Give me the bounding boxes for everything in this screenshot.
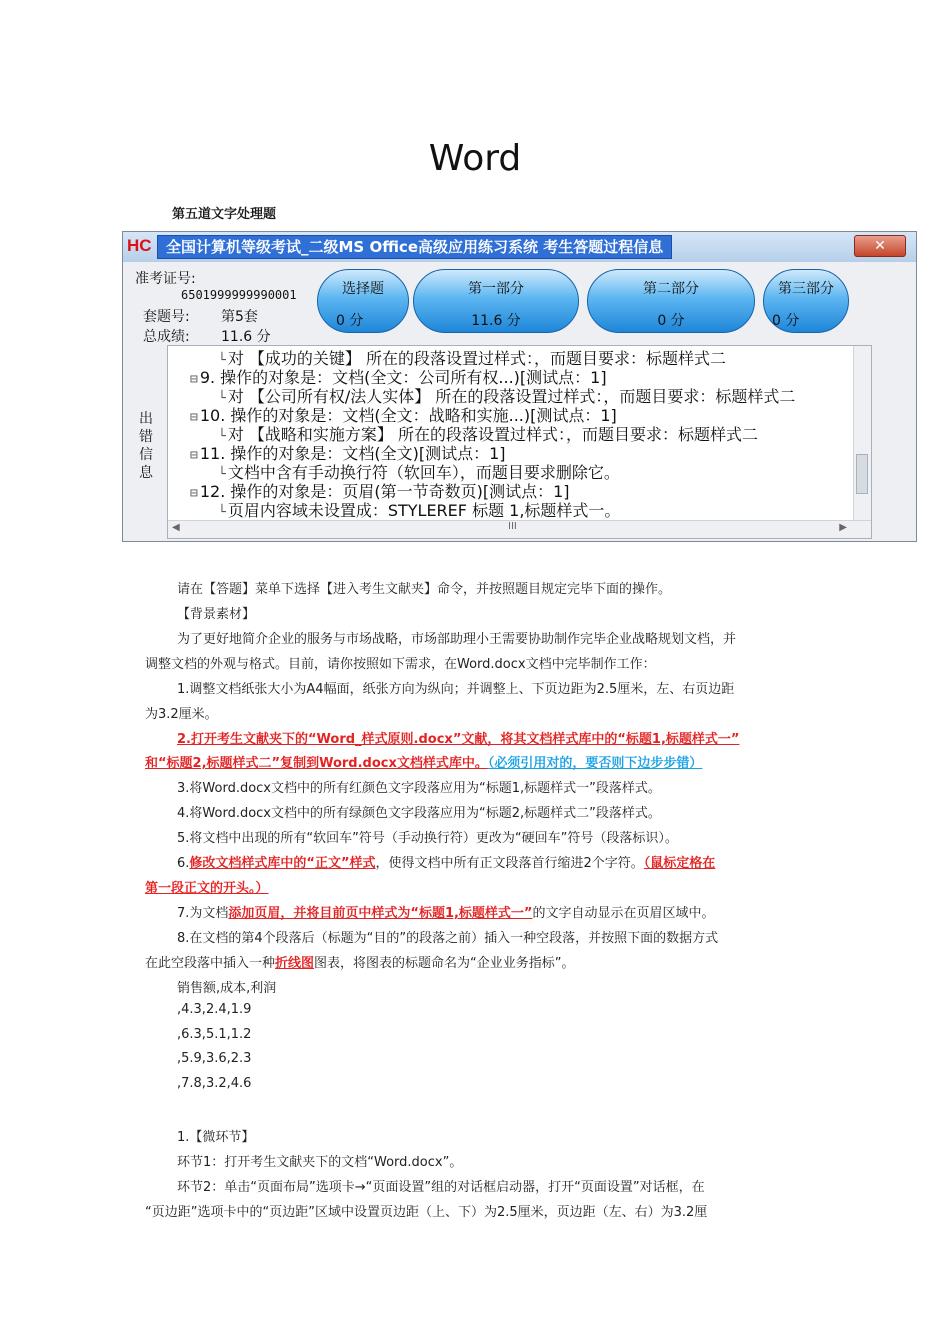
score-label: 总成绩: (143, 329, 190, 345)
tree-collapse-icon[interactable]: ⊟ (190, 486, 198, 501)
item6-line2 (145, 877, 269, 896)
page-title: Word (428, 138, 522, 179)
tab-label: 第一部分 (468, 281, 524, 297)
error-info-label: 出错信息 (139, 411, 153, 481)
tree-connector-icon: └ (218, 391, 226, 406)
item5: 5.将文档中出现的所有“软回车”符号（手动换行符）更改为“硬回车”符号（段落标识）。 (177, 831, 678, 846)
app-logo: HC (127, 236, 152, 255)
tab-label: 选择题 (342, 281, 384, 297)
item6-text: ，使得文档中所有正文段落首行缩进2个字符。 (375, 856, 644, 871)
horizontal-scrollbar[interactable] (168, 520, 871, 538)
set-value: 第5套 (221, 309, 258, 325)
tree-item[interactable] (190, 368, 607, 389)
close-icon[interactable]: ✕ (854, 235, 906, 257)
tree-item-text: 页眉内容域未设置成：STYLEREF 标题 1,标题样式一。 (227, 501, 621, 520)
micro-steps-heading: 1.【微环节】 (177, 1130, 255, 1145)
window-title: 全国计算机等级考试_二级MS Office高级应用练习系统 考生答题过程信息 (157, 235, 672, 259)
para1-line1: 为了更好地简介企业的服务与市场战略，市场部助理小王需要协助制作完毕企业战略规划文档，并 (177, 632, 737, 647)
data-row: ,7.8,3.2,4.6 (177, 1076, 252, 1091)
tab-part-three[interactable] (763, 269, 849, 333)
tree-item-text: 对 【战略和实施方案】 所在的段落设置过样式：，而题目要求：标题样式二 (227, 425, 759, 444)
window-titlebar (123, 232, 916, 262)
data-header: 销售额,成本,利润 (177, 981, 277, 996)
tree-item[interactable] (190, 482, 570, 503)
item8-emphasis: 折线图 (275, 956, 315, 971)
exam-window-screenshot (122, 231, 917, 542)
item8-prefix: 在此空段落中插入一种 (145, 956, 276, 971)
scroll-right-icon[interactable]: ▶ (839, 522, 847, 533)
vertical-scroll-thumb[interactable] (856, 454, 868, 494)
item2-instruction-cont: 和“标题2,标题样式二”复制到Word.docx文档样式库中。 (145, 756, 488, 771)
tab-part-two[interactable] (587, 269, 755, 333)
tree-connector-icon: └ (218, 429, 226, 444)
item7-emphasis: 添加页眉，并将目前页中样式为“标题1,标题样式一” (228, 906, 533, 921)
tree-item[interactable] (218, 501, 620, 522)
tab-score: 0 分 (772, 313, 800, 329)
tab-label: 第二部分 (643, 281, 699, 297)
item4: 4.将Word.docx文档中的所有绿颜色文字段落应用为“标题2,标题样式二”段落样式。 (177, 806, 661, 821)
candidate-id-label: 准考证号: (135, 271, 196, 287)
item7 (177, 902, 715, 921)
item2-line2 (145, 752, 702, 771)
tree-collapse-icon[interactable]: ⊟ (190, 448, 198, 463)
item6-line1 (177, 852, 715, 871)
intro-paragraph: 请在【答题】菜单下选择【进入考生文献夹】命令，并按照题目规定完毕下面的操作。 (177, 582, 672, 597)
scroll-left-icon[interactable]: ◀ (172, 522, 180, 533)
tree-item-text: 文档中含有手动换行符（软回车），而题目要求删除它。 (227, 463, 620, 482)
tree-item-text: 11. 操作的对象是：文档(全文)[测试点：1] (199, 444, 506, 463)
item6-note: （鼠标定格在 (643, 856, 716, 871)
step2-line2: “页边距”选项卡中的“页边距”区域中设置页边距（上、下）为2.5厘米，页边距（左、右）为3.2厘 (145, 1205, 708, 1220)
tree-item-text: 对 【成功的关键】 所在的段落设置过样式：，而题目要求：标题样式二 (227, 349, 727, 368)
tree-item[interactable] (218, 463, 620, 484)
tree-item-text: 12. 操作的对象是：页眉(第一节奇数页)[测试点：1] (199, 482, 570, 501)
tab-score: 11.6 分 (471, 313, 521, 329)
tree-connector-icon: └ (218, 467, 226, 482)
tab-score: 0 分 (657, 313, 685, 329)
item6-emphasis: 修改文档样式库中的“正文”样式 (189, 856, 376, 871)
item2-line1 (177, 728, 739, 747)
data-row: ,5.9,3.6,2.3 (177, 1051, 252, 1066)
tree-item[interactable] (190, 444, 506, 465)
vertical-scrollbar[interactable] (853, 346, 871, 522)
item1-line2: 为3.2厘米。 (145, 707, 218, 722)
step2-line1: 环节2：单击“页面布局”选项卡→“页面设置”组的对话框启动器，打开“页面设置”对话框，在 (177, 1180, 705, 1195)
item7-suffix: 的文字自动显示在页眉区域中。 (532, 906, 715, 921)
section-label: 第五道文字处理题 (172, 207, 277, 222)
item2-number: 2. (177, 732, 191, 747)
background-heading: 【背景素材】 (177, 607, 256, 622)
item1-line1: 1.调整文档纸张大小为A4幅面，纸张方向为纵向；并调整上、下页边距为2.5厘米，左、右页边距 (177, 682, 735, 697)
item6-note-cont: 第一段正文的开头。） (145, 881, 269, 896)
item2-instruction: 打开考生文献夹下的“Word_样式原则.docx”文献，将其文档样式库中的“标题1,标题样式一” (190, 732, 740, 747)
score-value: 11.6 分 (221, 329, 271, 345)
tree-collapse-icon[interactable]: ⊟ (190, 372, 198, 387)
tree-connector-icon: └ (218, 505, 226, 520)
item2-note: （必须引用对的，要否则下边步步错） (487, 756, 703, 771)
item8-line1: 8.在文档的第4个段落后（标题为“目的”的段落之前）插入一种空段落，并按照下面的数据方式 (177, 931, 719, 946)
data-row: ,6.3,5.1,1.2 (177, 1027, 252, 1042)
candidate-id-value: 6501999999990001 (181, 288, 297, 302)
tab-score: 0 分 (336, 313, 364, 329)
tree-item[interactable] (218, 387, 795, 408)
tree-item[interactable] (190, 406, 617, 427)
item8-line2 (145, 952, 575, 971)
tab-label: 第三部分 (778, 281, 834, 297)
item8-suffix: 图表，将图表的标题命名为“企业业务指标”。 (314, 956, 575, 971)
scroll-grip[interactable]: III (508, 521, 517, 532)
para1-line2: 调整文档的外观与格式。目前，请你按照如下需求，在Word.docx文档中完毕制作工作： (145, 657, 656, 672)
item3: 3.将Word.docx文档中的所有红颜色文字段落应用为“标题1,标题样式一”段落样式。 (177, 781, 661, 796)
step1: 环节1：打开考生文献夹下的文档“Word.docx”。 (177, 1155, 463, 1170)
tree-item-text: 对 【公司所有权/法人实体】 所在的段落设置过样式：，而题目要求：标题样式二 (227, 387, 796, 406)
set-label: 套题号: (143, 309, 190, 325)
item7-prefix: 7.为文档 (177, 906, 229, 921)
tab-part-one[interactable] (413, 269, 579, 333)
tree-collapse-icon[interactable]: ⊟ (190, 410, 198, 425)
tree-connector-icon: └ (218, 353, 226, 368)
item6-number: 6. (177, 856, 190, 871)
tab-choice-questions[interactable] (317, 269, 409, 333)
data-row: ,4.3,2.4,1.9 (177, 1002, 252, 1017)
tree-item[interactable] (218, 349, 726, 370)
tree-item-text: 10. 操作的对象是：文档(全文：战略和实施...)[测试点：1] (199, 406, 617, 425)
tree-item[interactable] (218, 425, 758, 446)
tree-item-text: 9. 操作的对象是：文档(全文：公司所有权...)[测试点：1] (199, 368, 607, 387)
error-tree-view[interactable] (167, 345, 872, 539)
